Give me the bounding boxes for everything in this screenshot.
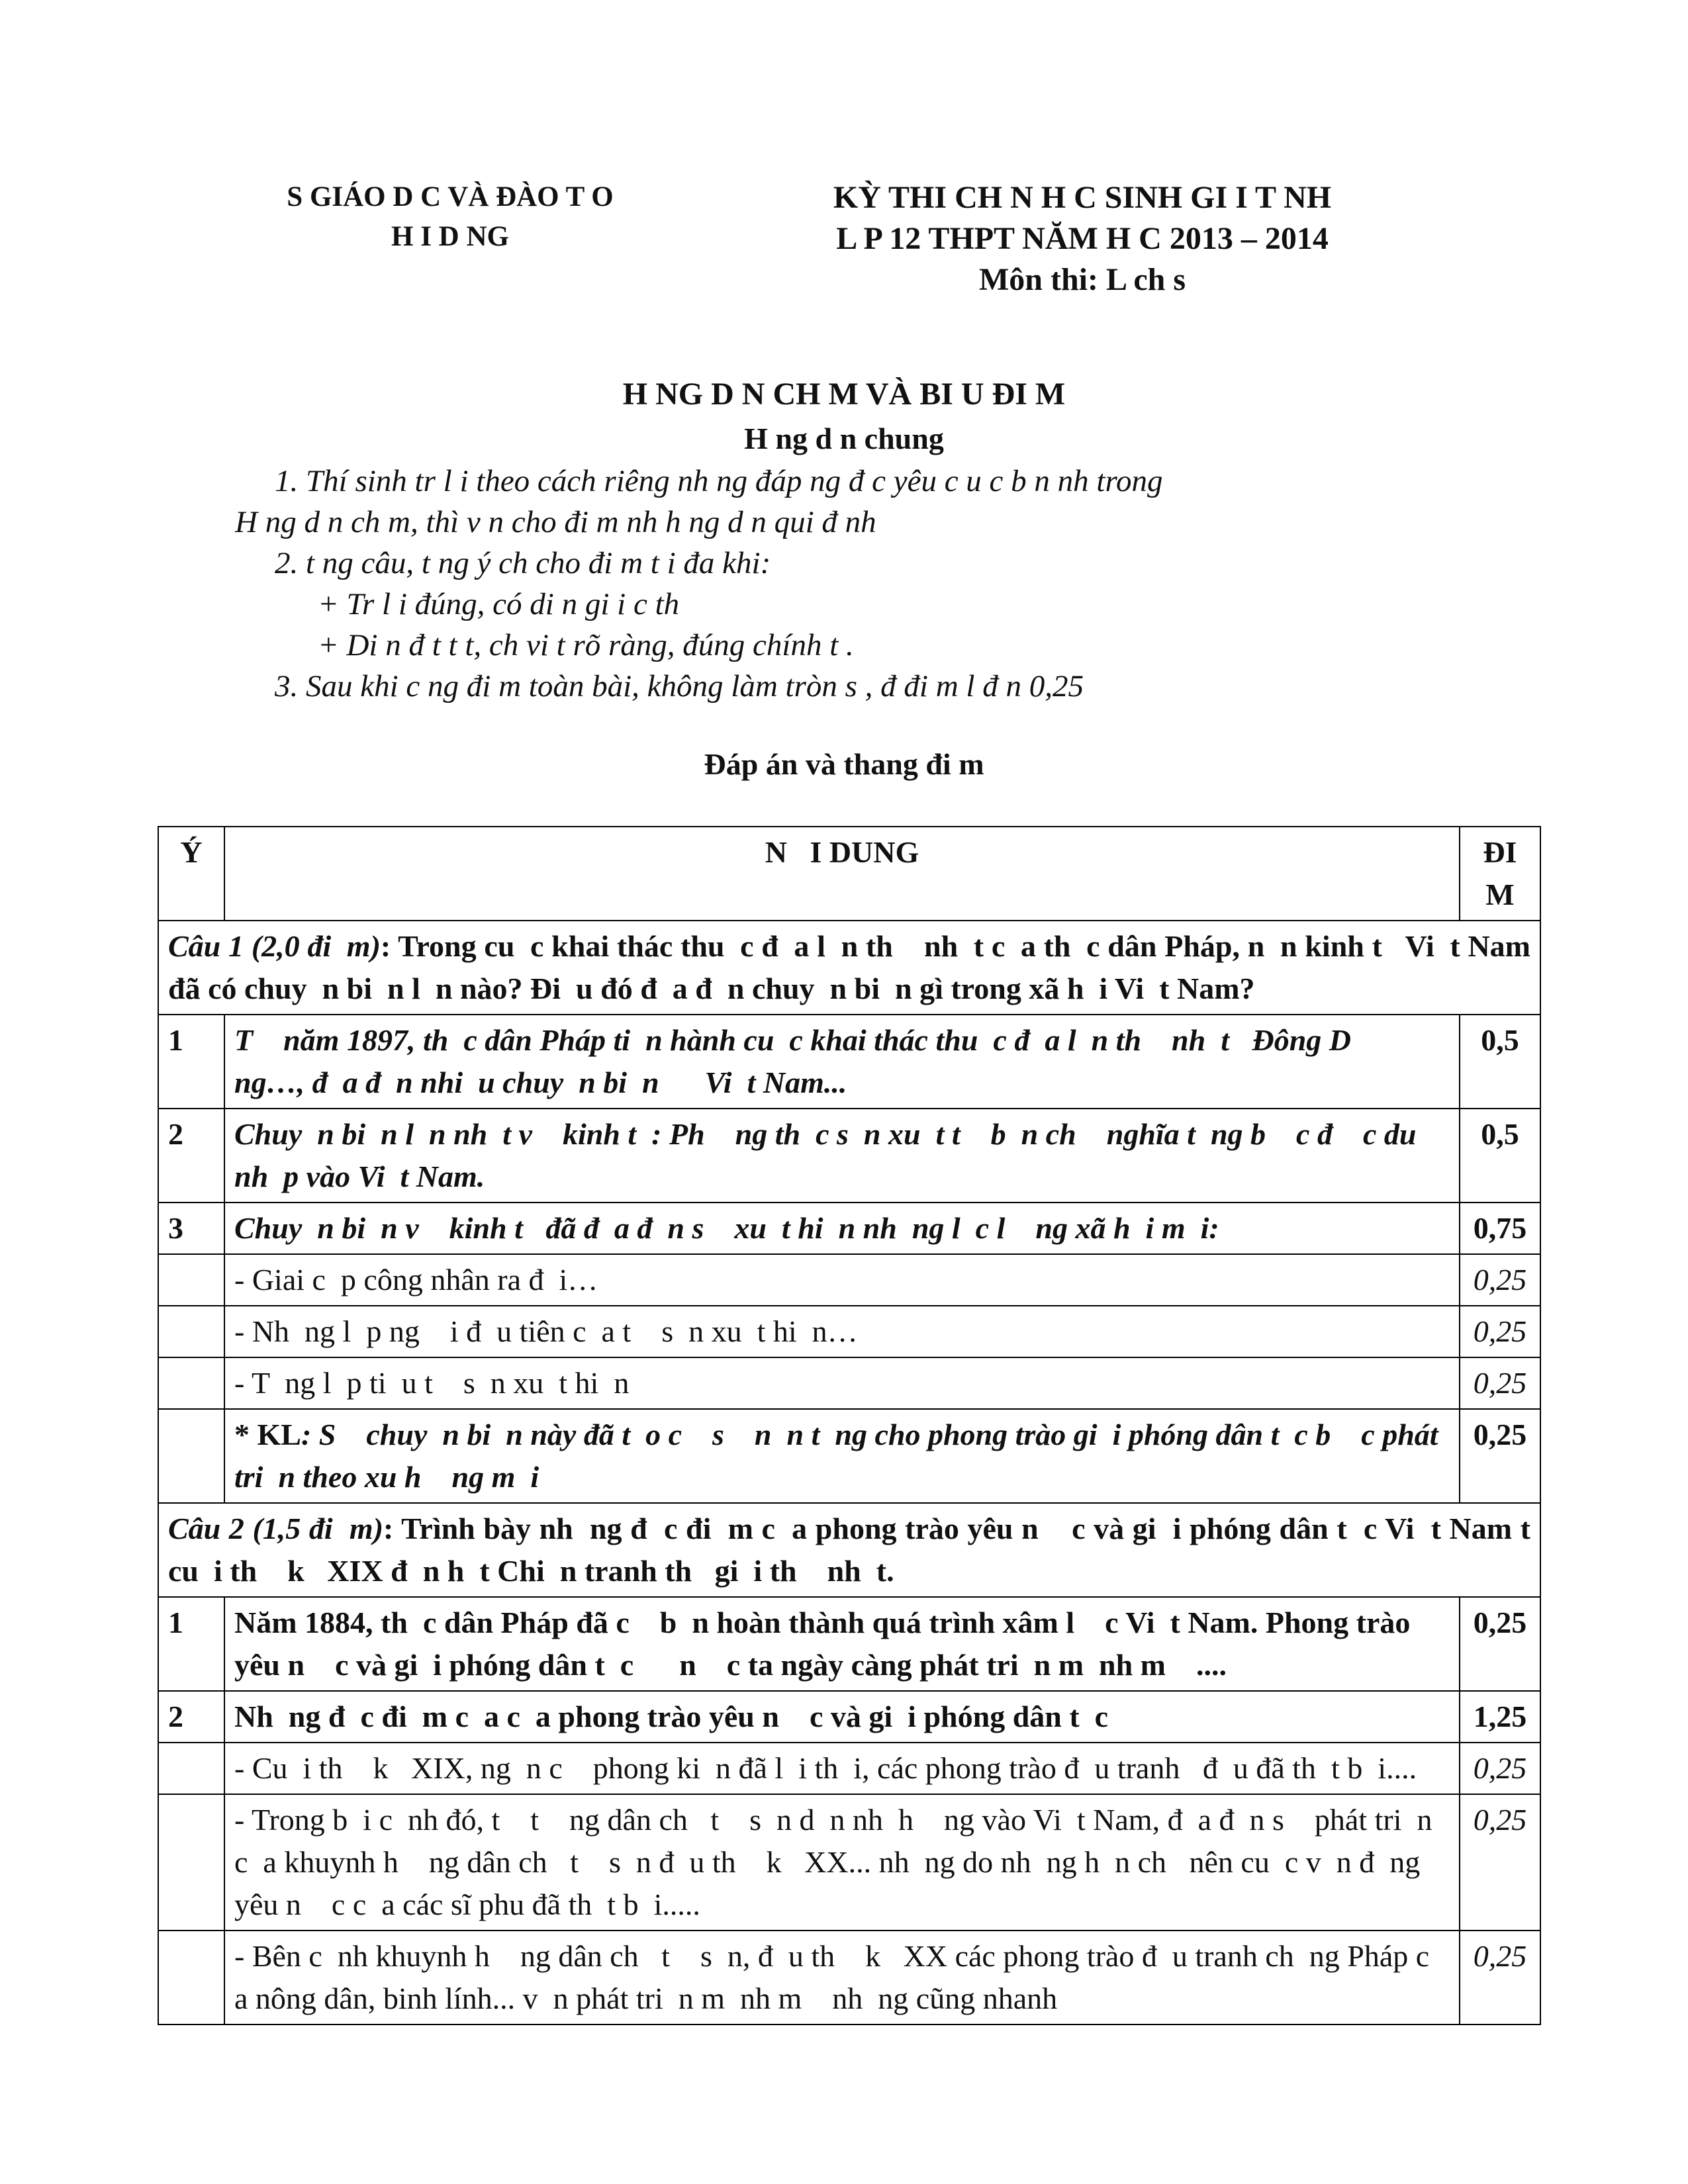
table-row xyxy=(158,1254,1540,1306)
conclusion-score: 0,25 xyxy=(1460,1409,1540,1503)
header-item: Ý xyxy=(158,827,224,921)
sub-item-content: - T ng l p ti u t s n xu t hi n xyxy=(224,1357,1460,1409)
sub-item-content: - Bên c nh khuynh h ng dân ch t s n, đ u th k XX các phong trào đ u tranh ch ng Pháp c a nông dân, binh lính... v n phát tri n m nh m nh ng cũng nhanh xyxy=(224,1931,1460,2025)
item-number: 3 xyxy=(158,1203,224,1254)
exam-line-1: KỲ THI CH N H C SINH GI I T NH xyxy=(833,180,1332,215)
issuer-line-2: H I D NG xyxy=(391,221,509,252)
sub-item-score: 0,25 xyxy=(1460,1254,1540,1306)
table-row xyxy=(158,1015,1540,1109)
general-guide xyxy=(235,461,1546,707)
guide-line: 2. t ng câu, t ng ý ch cho đi m t i đa khi: xyxy=(275,546,771,580)
item-content: Nh ng đ c đi m c a c a phong trào yêu n c và gi i phóng dân t c xyxy=(224,1691,1460,1743)
item-score: 0,25 xyxy=(1460,1597,1540,1691)
answer-table xyxy=(158,826,1561,2025)
sub-item-content: - Nh ng l p ng i đ u tiên c a t s n xu t hi n… xyxy=(224,1306,1460,1357)
item-content: Chuy n bi n l n nh t v kinh t : Ph ng th c s n xu t t b n ch nghĩa t ng b c đ c du nh p vào Vi t Nam. xyxy=(224,1109,1460,1203)
sub-item-content: - Trong b i c nh đó, t t ng dân ch t s n d n nh h ng vào Vi t Nam, đ a đ n s phát tri n c a khuynh h ng dân ch t s n đ u th k XX... nh ng do nh ng h n ch nên cu c v n đ ng yêu n c c a các sĩ phu đã th t b i..... xyxy=(224,1794,1460,1931)
table-row xyxy=(158,1109,1540,1203)
conclusion-label: * KL xyxy=(234,1418,301,1451)
item-number: 2 xyxy=(158,1109,224,1203)
question-label: Câu 2 (1,5 đi m) xyxy=(168,1512,384,1545)
item-number: 1 xyxy=(158,1597,224,1691)
guide-line: + Tr l i đúng, có di n gi i c th xyxy=(318,587,680,621)
item-score: 0,5 xyxy=(1460,1109,1540,1203)
exam-subject: Môn thi: L ch s xyxy=(978,262,1186,297)
sub-item-content: - Cu i th k XIX, ng n c phong ki n đã l i th i, các phong trào đ u tranh đ u đã th t b i.... xyxy=(224,1743,1460,1794)
table-row xyxy=(158,1409,1540,1503)
guide-line: + Di n đ t t t, ch vi t rõ ràng, đúng chính t . xyxy=(318,628,854,662)
item-score: 0,75 xyxy=(1460,1203,1540,1254)
table-header-row xyxy=(158,827,1540,921)
header-score: ĐI M xyxy=(1460,827,1540,921)
guide-line: H ng d n ch m, thì v n cho đi m nh h ng d n qui đ nh xyxy=(235,505,876,539)
question-2-row xyxy=(158,1503,1540,1597)
table-row xyxy=(158,1931,1540,2025)
sub-item-score: 0,25 xyxy=(1460,1743,1540,1794)
table-row xyxy=(158,1691,1540,1743)
item-content: T năm 1897, th c dân Pháp ti n hành cu c khai thác thu c đ a l n th nh t Đông D ng…, đ a đ n nhi u chuy n bi n Vi t Nam... xyxy=(224,1015,1460,1109)
issuer-block xyxy=(199,177,702,257)
question-label: Câu 1 (2,0 đi m) xyxy=(168,929,381,963)
item-number: 2 xyxy=(158,1691,224,1743)
item-content: Chuy n bi n v kinh t đã đ a đ n s xu t hi n nh ng l c l ng xã h i m i: xyxy=(224,1203,1460,1254)
conclusion-text: : S chuy n bi n này đã t o c s n n t ng cho phong trào gi i phóng dân t c b c phát tri n theo xu h ng m i xyxy=(234,1418,1446,1494)
general-guide-title: H ng d n chung xyxy=(744,422,944,455)
table-row xyxy=(158,1794,1540,1931)
document-title: H NG D N CH M VÀ BI U ĐI M xyxy=(622,377,1066,412)
sub-item-score: 0,25 xyxy=(1460,1931,1540,2025)
question-text: : Trong cu c khai thác thu c đ a l n th nh t c a th c dân Pháp, n n kinh t Vi t Nam đã có chuy n bi n l n nào? Đi u đó đ a đ n chuy n bi n gì trong xã h i Vi t Nam? xyxy=(168,929,1538,1005)
question-1-row xyxy=(158,921,1540,1015)
table-row xyxy=(158,1743,1540,1794)
item-number: 1 xyxy=(158,1015,224,1109)
guide-line: 3. Sau khi c ng đi m toàn bài, không làm tròn s , đ đi m l đ n 0,25 xyxy=(275,669,1084,704)
table-row xyxy=(158,1357,1540,1409)
table-row xyxy=(158,1203,1540,1254)
sub-item-score: 0,25 xyxy=(1460,1794,1540,1931)
exam-block xyxy=(715,177,1450,300)
sub-item-score: 0,25 xyxy=(1460,1306,1540,1357)
item-score: 0,5 xyxy=(1460,1015,1540,1109)
item-content: Năm 1884, th c dân Pháp đã c b n hoàn thành quá trình xâm l c Vi t Nam. Phong trào yêu n c và gi i phóng dân t c n c ta ngày càng phát tri n m nh m .... xyxy=(224,1597,1460,1691)
answer-section-title: Đáp án và thang đi m xyxy=(704,747,984,781)
sub-item-score: 0,25 xyxy=(1460,1357,1540,1409)
sub-item-content: - Giai c p công nhân ra đ i… xyxy=(224,1254,1460,1306)
item-score: 1,25 xyxy=(1460,1691,1540,1743)
issuer-line-1: S GIÁO D C VÀ ĐÀO T O xyxy=(287,181,614,212)
exam-line-2: L P 12 THPT NĂM H C 2013 – 2014 xyxy=(836,221,1329,256)
table-row xyxy=(158,1306,1540,1357)
header-content: N I DUNG xyxy=(224,827,1460,921)
question-text: : Trình bày nh ng đ c đi m c a phong trào yêu n c và gi i phóng dân t c Vi t Nam t cu i th k XIX đ n h t Chi n tranh th gi i th nh t. xyxy=(168,1512,1561,1588)
table-row xyxy=(158,1597,1540,1691)
guide-line: 1. Thí sinh tr l i theo cách riêng nh ng đáp ng đ c yêu c u c b n nh trong xyxy=(275,464,1163,498)
